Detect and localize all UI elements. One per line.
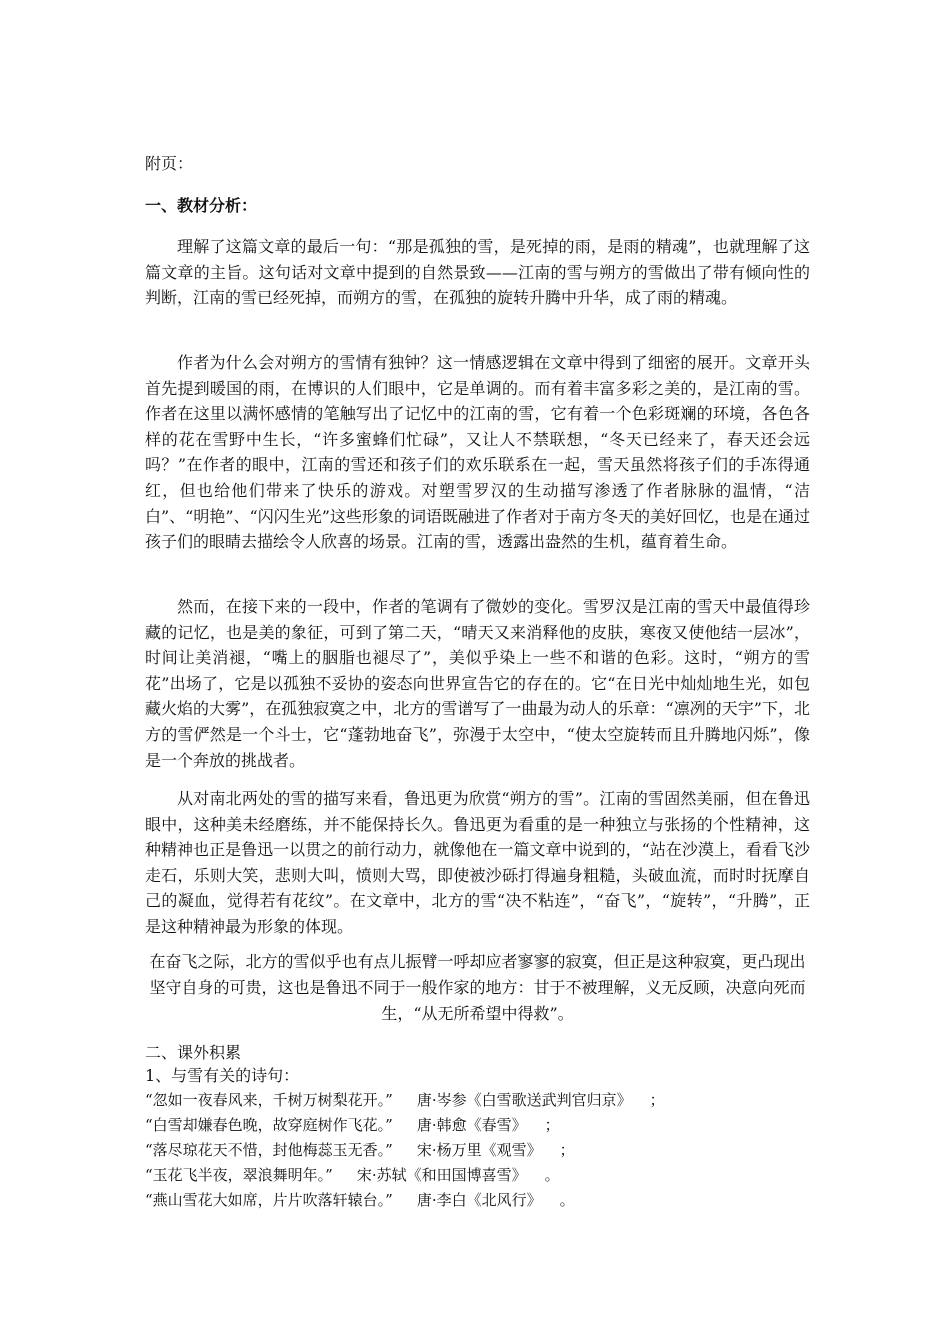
poem-line (145, 1115, 810, 1135)
poem-source: 宋·苏轼《和田国博喜雪》 (356, 1166, 527, 1184)
poem-end-punctuation: ； (649, 1091, 665, 1109)
poem-verse: “忽如一夜春风来，千树万树梨花开。” (145, 1091, 393, 1109)
poem-end-punctuation: 。 (559, 1191, 575, 1209)
paragraph-5-centered: 在奋飞之际，北方的雪似乎也有点儿振臂一呼却应者寥寥的寂寞，但正是这种寂寞，更凸现出坚守自身的可贵，这也是鲁迅不同于一般作家的地方：甘于不被理解，义无反顾，决意向死而生，“从无所希望中得救”。 (149, 952, 806, 1023)
poem-verse: “玉花飞半夜，翠浪舞明年。” (145, 1166, 333, 1184)
subsection-heading-snow-poems: 1、与雪有关的诗句： (145, 1066, 300, 1085)
paragraph-2: 作者为什么会对朔方的雪情有独钟？这一情感逻辑在文章中得到了细密的展开。文章开头首先提到暖国的雨，在博识的人们眼中，它是单调的。而有着丰富多彩之美的，是江南的雪。作者在这里以满怀感情的笔触写出了记忆中的江南的雪，它有着一个色彩斑斓的环境，各色各样的花在雪野中生长，“许多蜜蜂们忙碌”，又让人不禁联想，“冬天已经来了，春天还会远吗？”在作者的眼中，江南的雪还和孩子们的欢乐联系在一起，雪天虽然将孩子们的手冻得通红，但也给他们带来了快乐的游戏。对塑雪罗汉的生动描写渗透了作者脉脉的温情，“洁白”、“明艳”、“闪闪生光”这些形象的词语既融进了作者对于南方冬天的美好回忆，也是在通过孩子们的眼睛去描绘令人欣喜的场景。江南的雪，透露出盎然的生机，蕴育着生命。 (145, 353, 810, 552)
paragraph-3: 然而，在接下来的一段中，作者的笔调有了微妙的变化。雪罗汉是江南的雪天中最值得珍藏的记忆，也是美的象征，可到了第二天，“晴天又来消释他的皮肤，寒夜又使他结一层冰”，时间让美消褪，“嘴上的胭脂也褪尽了”，美似乎染上一些不和谐的色彩。这时，“朔方的雪花”出场了，它是以孤独不妥协的姿态向世界宣告它的存在的。它“在日光中灿灿地生光，如包藏火焰的大雾”，在孤独寂寞之中，北方的雪谱写了一曲最为动人的乐章：“凛冽的天宇”下，北方的雪俨然是一个斗士，它“蓬勃地奋飞”，弥漫于太空中，“使太空旋转而且升腾地闪烁”，像是一个奔放的挑战者。 (145, 597, 810, 770)
poem-verse: “落尽琼花天不惜，封他梅蕊玉无香。” (145, 1141, 393, 1159)
poem-end-punctuation: ； (559, 1141, 575, 1159)
poem-source: 唐·李白《北风行》 (416, 1191, 542, 1209)
poem-line (145, 1090, 810, 1110)
appendix-label: 附页： (145, 154, 194, 173)
poem-source: 唐·岑参《白雪歌送武判官归京》 (416, 1091, 632, 1109)
section-heading-extracurricular: 二、课外积累 (145, 1043, 242, 1062)
poem-source: 唐·韩愈《春雪》 (416, 1116, 527, 1134)
section-heading-textbook-analysis: 一、教材分析： (145, 196, 258, 215)
poem-source: 宋·杨万里《观雪》 (416, 1141, 542, 1159)
paragraph-4: 从对南北两处的雪的描写来看，鲁迅更为欣赏“朔方的雪”。江南的雪固然美丽，但在鲁迅眼中，这种美未经磨练，并不能保持长久。鲁迅更为看重的是一种独立与张扬的个性精神，这种精神也正是鲁迅一以贯之的前行动力，就像他在一篇文章中说到的，“站在沙漠上，看看飞沙走石，乐则大笑，悲则大叫，愤则大骂，即使被沙砾打得遍身粗糙，头破血流，而时时抚摩自己的凝血，觉得若有花纹”。在文章中，北方的雪“决不粘连”，“奋飞”，“旋转”，“升腾”，正是这种精神最为形象的体现。 (145, 789, 810, 936)
poem-end-punctuation: 。 (544, 1166, 560, 1184)
poem-line (145, 1140, 810, 1160)
poem-verse: “燕山雪花大如席，片片吹落轩辕台。” (145, 1191, 393, 1209)
poem-line (145, 1190, 810, 1210)
poem-verse: “白雪却嫌春色晚，故穿庭树作飞花。” (145, 1116, 393, 1134)
poem-line (145, 1165, 810, 1185)
paragraph-1: 理解了这篇文章的最后一句：“那是孤独的雪，是死掉的雨，是雨的精魂”，也就理解了这篇文章的主旨。这句话对文章中提到的自然景致——江南的雪与朔方的雪做出了带有倾向性的判断，江南的雪已经死掉，而朔方的雪，在孤独的旋转升腾中升华，成了雨的精魂。 (145, 237, 810, 308)
poem-end-punctuation: ； (544, 1116, 560, 1134)
